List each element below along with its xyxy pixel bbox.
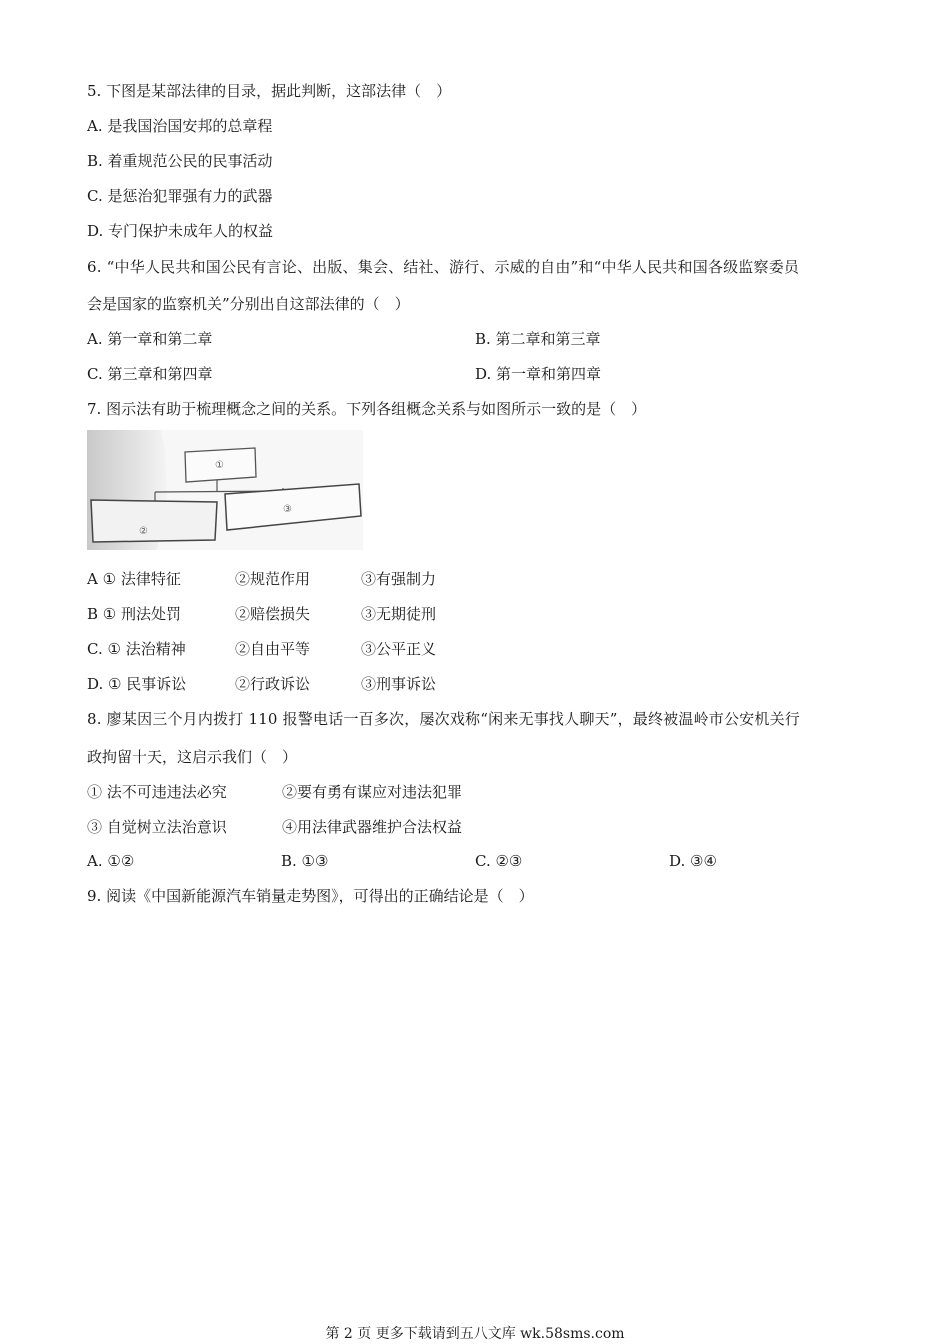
- q8-option-a: A. ①②: [87, 852, 135, 870]
- q7-option-d: [87, 674, 436, 694]
- q5-option-d: D. 专门保护未成年人的权益: [87, 222, 274, 240]
- q8-statement-2: ②要有勇有谋应对违法犯罪: [282, 783, 463, 801]
- page-footer: 第 2 页 更多下载请到五八文库 wk.58sms.com: [325, 1326, 625, 1342]
- q7-option-a-c2: ②规范作用: [235, 570, 311, 588]
- q8-stem-line2: 政拘留十天，这启示我们（ ）: [87, 748, 298, 766]
- q7-option-d-c2: ②行政诉讼: [235, 675, 311, 693]
- concept-diagram: [87, 430, 363, 550]
- q6-stem-line1: 6. “中华人民共和国公民有言论、出版、集会、结社、游行、示威的自由”和“中华人民共和国各级监察委员: [87, 258, 800, 276]
- box-2-label: ②: [139, 526, 148, 537]
- q7-option-a-c1: 法律特征: [120, 570, 181, 588]
- q7-option-c-label: C. ①: [87, 640, 121, 658]
- q6-option-d: D. 第一章和第四章: [475, 365, 602, 383]
- q7-option-c-c3: ③公平正义: [361, 640, 437, 658]
- q8-stem-line1: 8. 廖某因三个月内拨打 110 报警电话一百多次，屡次戏称“闲来无事找人聊天”，最终被温岭市公安机关行: [87, 710, 800, 728]
- q8-option-d: D. ③④: [669, 852, 717, 870]
- q5-option-a: A. 是我国治国安邦的总章程: [87, 117, 273, 135]
- q7-option-c: [87, 639, 436, 659]
- q7-option-a-label: A ①: [87, 570, 117, 588]
- q5-option-b: B. 着重规范公民的民事活动: [87, 152, 273, 170]
- q6-option-a: A. 第一章和第二章: [87, 330, 213, 348]
- q8-option-b: B. ①③: [281, 852, 329, 870]
- q6-option-b: B. 第二章和第三章: [475, 330, 601, 348]
- q7-option-d-c3: ③刑事诉讼: [361, 675, 437, 693]
- q8-statement-3: ③ 自觉树立法治意识: [87, 818, 227, 836]
- q7-option-b-label: B ①: [87, 605, 117, 623]
- q7-option-d-label: D. ①: [87, 675, 122, 693]
- q5-option-c: C. 是惩治犯罪强有力的武器: [87, 187, 273, 205]
- q8-option-c: C. ②③: [475, 852, 523, 870]
- q7-option-a: [87, 569, 436, 589]
- q7-option-c-c1: 法治精神: [125, 640, 186, 658]
- q7-option-b: [87, 604, 436, 624]
- q6-option-c: C. 第三章和第四章: [87, 365, 213, 383]
- q9-stem: 9. 阅读《中国新能源汽车销量走势图》，可得出的正确结论是（ ）: [87, 887, 534, 905]
- q5-stem: 5. 下图是某部法律的目录，据此判断，这部法律（ ）: [87, 82, 452, 100]
- box-1-label: ①: [215, 460, 224, 471]
- q7-option-b-c2: ②赔偿损失: [235, 605, 311, 623]
- q7-option-c-c2: ②自由平等: [235, 640, 311, 658]
- q7-option-a-c3: ③有强制力: [361, 570, 437, 588]
- q8-statement-1: ① 法不可违违法必究: [87, 783, 227, 801]
- q7-option-b-c1: 刑法处罚: [121, 605, 182, 623]
- box-2: [91, 500, 217, 542]
- q8-statement-4: ④用法律武器维护合法权益: [282, 818, 463, 836]
- q8-statement-row1: [87, 782, 462, 802]
- q7-stem: 7. 图示法有助于梳理概念之间的关系。下列各组概念关系与如图所示一致的是（ ）: [87, 400, 647, 418]
- q8-statement-row2: [87, 817, 462, 837]
- q7-option-d-c1: 民事诉讼: [126, 675, 187, 693]
- q6-stem-line2: 会是国家的监察机关”分别出自这部法律的（ ）: [87, 295, 410, 313]
- box-3-label: ③: [283, 504, 292, 515]
- q7-option-b-c3: ③无期徒刑: [361, 605, 437, 623]
